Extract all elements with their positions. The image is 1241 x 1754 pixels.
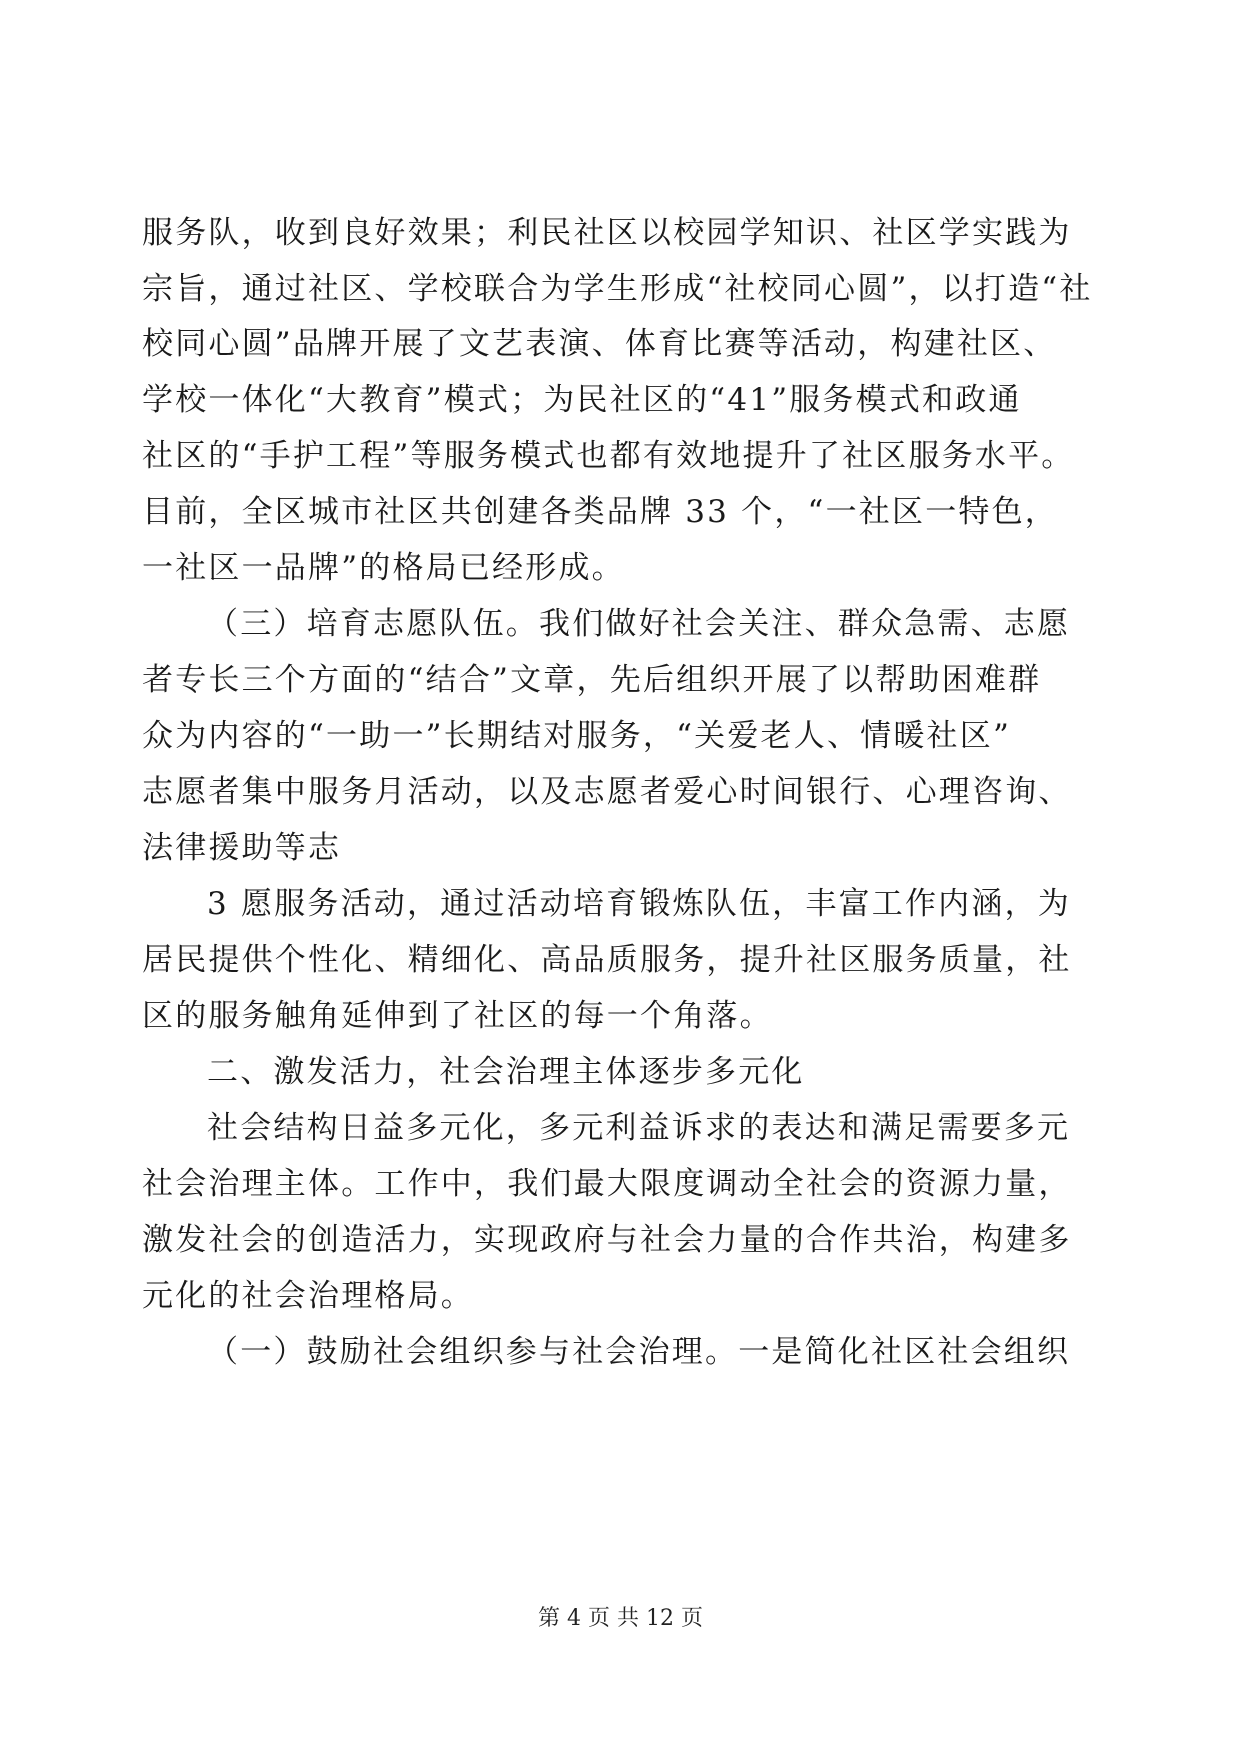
text-line: 目前，全区城市社区共创建各类品牌 33 个，“一社区一特色， — [142, 494, 1058, 530]
text-line: 二、激发活力，社会治理主体逐步多元化 — [207, 1054, 805, 1090]
text-line: （一）鼓励社会组织参与社会治理。一是简化社区社会组织 — [207, 1334, 1071, 1370]
text-line: 学校一体化“大教育”模式；为民社区的“41”服务模式和政通 — [142, 382, 1022, 418]
text-line: 志愿者集中服务月活动，以及志愿者爱心时间银行、心理咨询、 — [142, 774, 1072, 810]
text-line: 社会结构日益多元化，多元利益诉求的表达和满足需要多元 — [207, 1110, 1071, 1146]
text-line: 服务队，收到良好效果；利民社区以校园学知识、社区学实践为 — [142, 215, 1072, 251]
text-line: 居民提供个性化、精细化、高品质服务，提升社区服务质量，社 — [142, 942, 1072, 978]
text-line: （三）培育志愿队伍。我们做好社会关注、群众急需、志愿 — [207, 606, 1071, 642]
text-line: 3 愿服务活动，通过活动培育锻炼队伍，丰富工作内涵，为 — [207, 886, 1071, 922]
text-line: 元化的社会治理格局。 — [142, 1278, 474, 1314]
text-line: 法律援助等志 — [142, 830, 342, 866]
text-line: 宗旨，通过社区、学校联合为学生形成“社校同心圆”，以打造“社 — [142, 271, 1093, 307]
text-line: 校同心圆”品牌开展了文艺表演、体育比赛等活动，构建社区、 — [142, 326, 1057, 362]
text-line: 一社区一品牌”的格局已经形成。 — [142, 550, 625, 586]
text-line: 社区的“手护工程”等服务模式也都有效地提升了社区服务水平。 — [142, 438, 1075, 474]
text-line: 众为内容的“一助一”长期结对服务，“关爱老人、情暖社区” — [142, 718, 1011, 754]
text-line: 者专长三个方面的“结合”文章，先后组织开展了以帮助困难群 — [142, 662, 1042, 698]
page-footer: 第 4 页 共 12 页 — [538, 1606, 703, 1631]
text-line: 激发社会的创造活力，实现政府与社会力量的合作共治，构建多 — [142, 1222, 1072, 1258]
text-line: 区的服务触角延伸到了社区的每一个角落。 — [142, 998, 773, 1034]
text-line: 社会治理主体。工作中，我们最大限度调动全社会的资源力量， — [142, 1166, 1072, 1202]
